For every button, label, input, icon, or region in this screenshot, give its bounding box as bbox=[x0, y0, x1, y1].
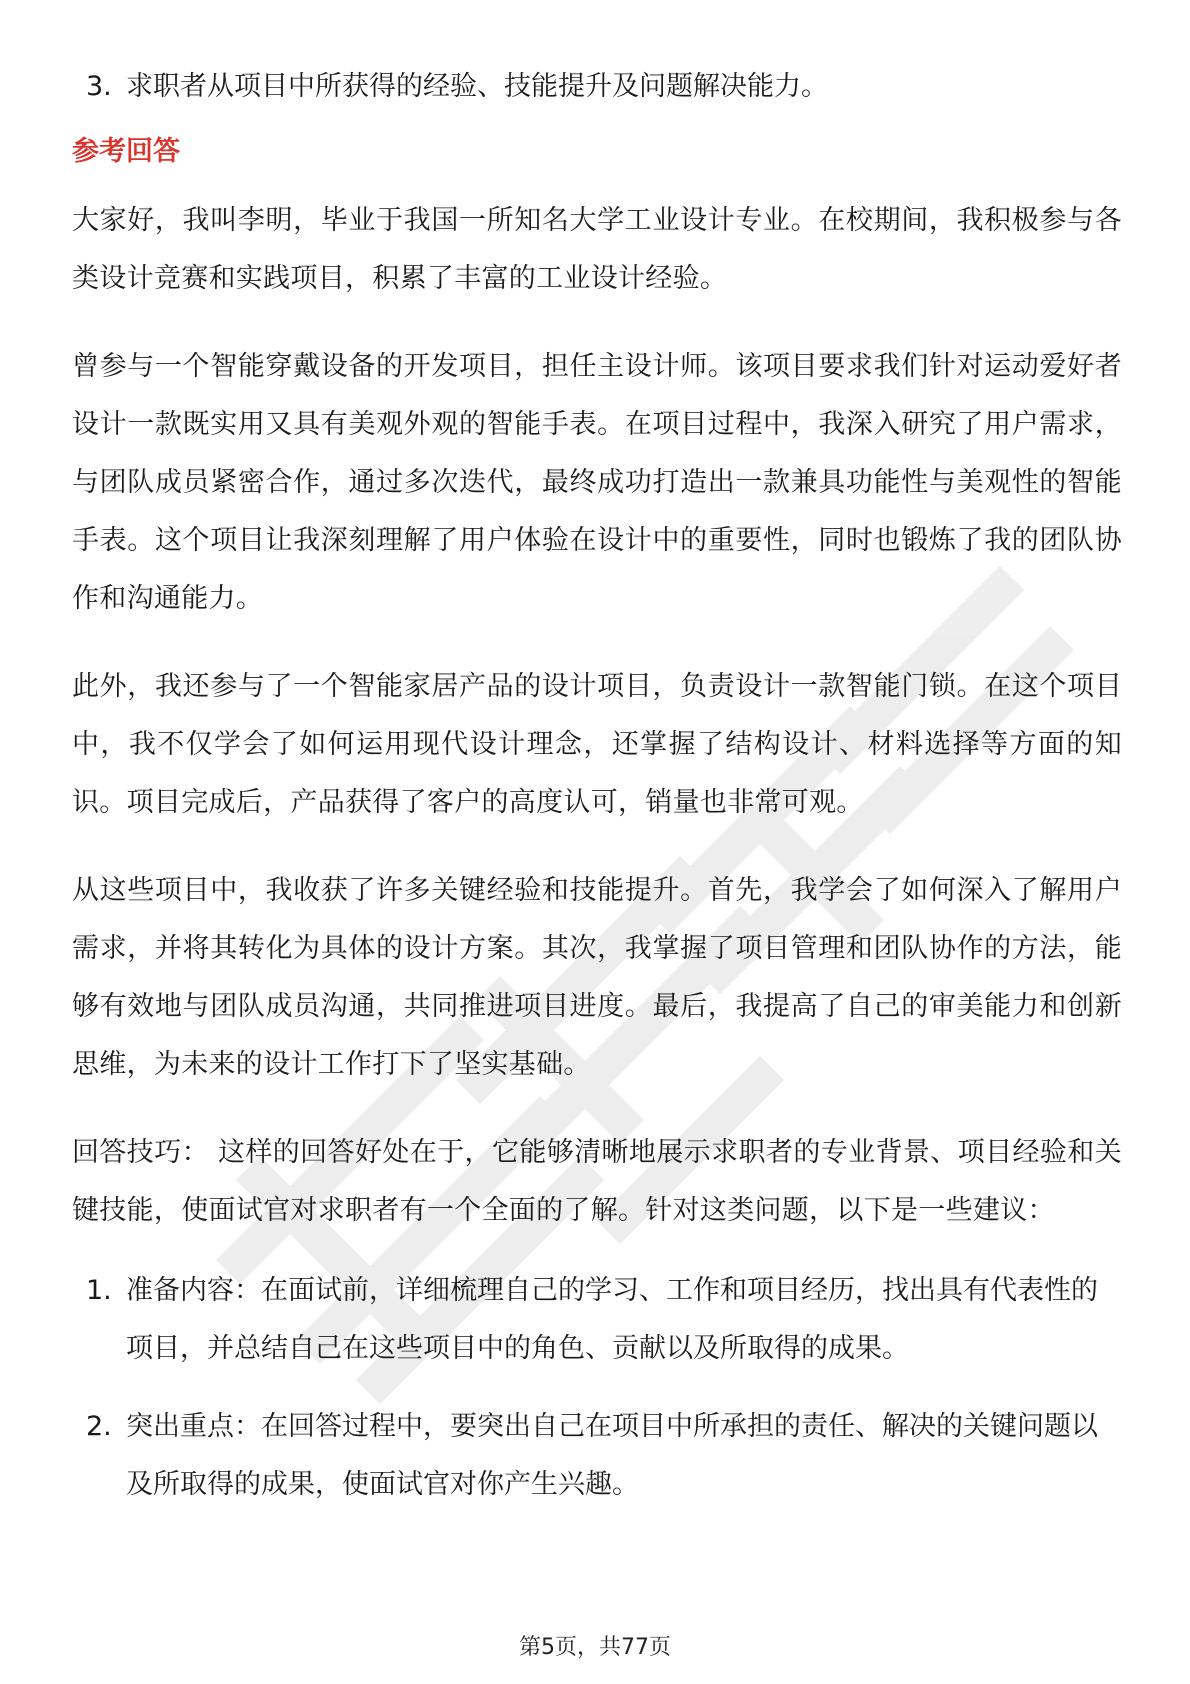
tips-paragraph: 回答技巧： 这样的回答好处在于，它能够清晰地展示求职者的专业背景、项目经验和关键技能，使面试官对求职者有一个全面的了解。针对这类问题，以下是一些建议： bbox=[72, 1137, 1122, 1226]
answer-paragraph-intro: 大家好，我叫李明，毕业于我国一所知名大学工业设计专业。在校期间，我积极参与各类设计竞赛和实践项目，积累了丰富的工业设计经验。 bbox=[72, 205, 1122, 294]
list-number: 3. bbox=[86, 71, 112, 102]
tip-item-2 bbox=[72, 1398, 1122, 1514]
section-heading: 参考回答 bbox=[72, 136, 180, 167]
list-number: 2. bbox=[86, 1411, 112, 1442]
list-number: 1. bbox=[86, 1275, 112, 1306]
tip-item-1 bbox=[72, 1262, 1122, 1378]
list-text: 求职者从项目中所获得的经验、技能提升及问题解决能力。 bbox=[126, 71, 828, 102]
answer-paragraph-summary: 从这些项目中，我收获了许多关键经验和技能提升。首先，我学会了如何深入了解用户需求，并将其转化为具体的设计方案。其次，我掌握了项目管理和团队协作的方法，能够有效地与团队成员沟通，共同推进项目进度。最后，我提高了自己的审美能力和创新思维，为未来的设计工作打下了坚实基础。 bbox=[72, 875, 1122, 1080]
list-text: 准备内容：在面试前，详细梳理自己的学习、工作和项目经历，找出具有代表性的项目，并总结自己在这些项目中的角色、贡献以及所取得的成果。 bbox=[126, 1275, 1098, 1364]
document-content bbox=[72, 58, 1122, 1514]
question-point-3 bbox=[72, 58, 1122, 116]
answer-paragraph-project-2: 此外，我还参与了一个智能家居产品的设计项目，负责设计一款智能门锁。在这个项目中，我不仅学会了如何运用现代设计理念，还掌握了结构设计、材料选择等方面的知识。项目完成后，产品获得了客户的高度认可，销量也非常可观。 bbox=[72, 671, 1122, 818]
answer-paragraph-project-1: 曾参与一个智能穿戴设备的开发项目，担任主设计师。该项目要求我们针对运动爱好者设计一款既实用又具有美观外观的智能手表。在项目过程中，我深入研究了用户需求，与团队成员紧密合作，通过多次迭代，最终成功打造出一款兼具功能性与美观性的智能手表。这个项目让我深刻理解了用户体验在设计中的重要性，同时也锻炼了我的团队协作和沟通能力。 bbox=[72, 351, 1122, 614]
list-text: 突出重点：在回答过程中，要突出自己在项目中所承担的责任、解决的关键问题以及所取得的成果，使面试官对你产生兴趣。 bbox=[126, 1411, 1098, 1500]
page-footer: 第5页，共77页 bbox=[519, 1635, 671, 1660]
